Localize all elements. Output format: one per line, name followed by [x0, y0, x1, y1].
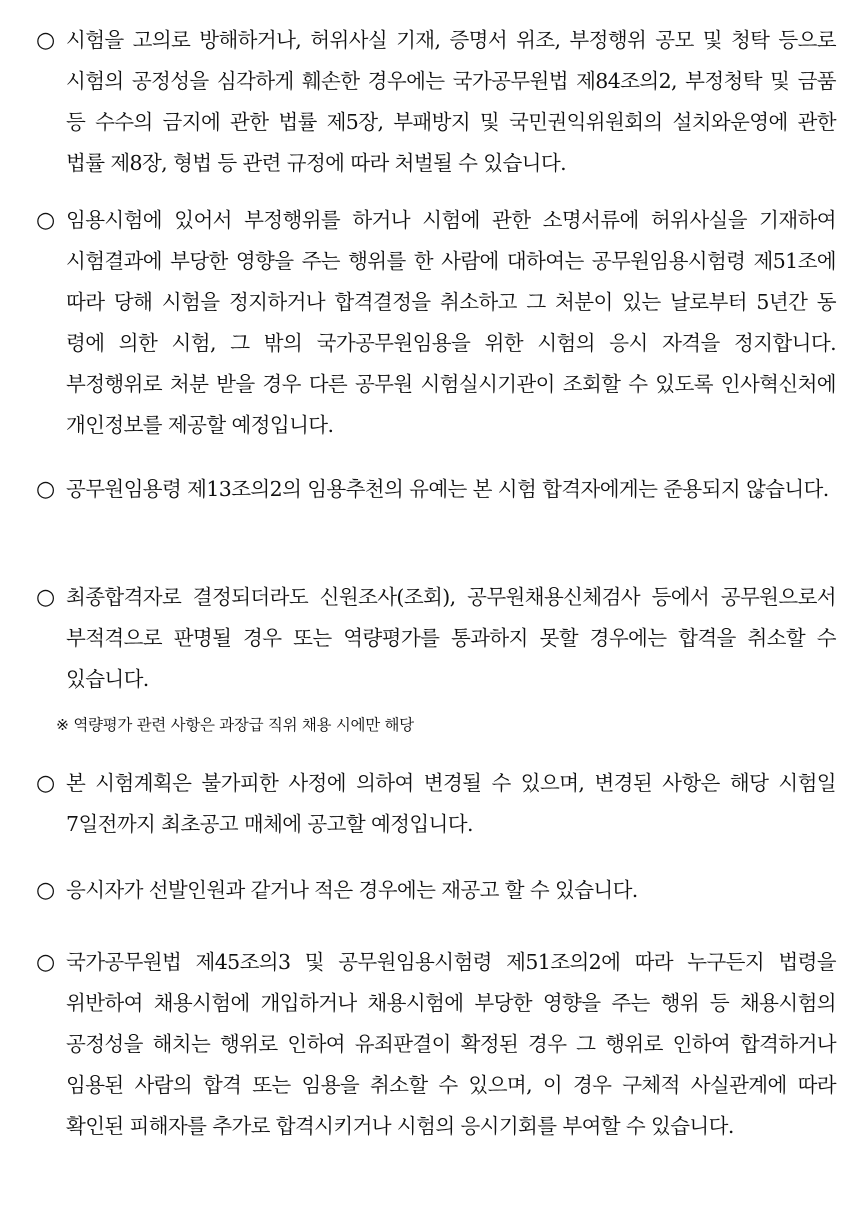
notice-item-1	[36, 20, 836, 184]
notice-text: 시험을 고의로 방해하거나, 허위사실 기재, 증명서 위조, 부정행위 공모 및 청탁 등으로 시험의 공정성을 심각하게 훼손한 경우에는 국가공무원법 제84조의2, 부정청탁 및 금품 등 수수의 금지에 관한 법률 제5장, 부패방지 및 국민권익위원회의 설치와운영에 관한 법률 제8장, 형법 등 관련 규정에 따라 처벌될 수 있습니다.	[66, 28, 836, 175]
notice-text: 임용시험에 있어서 부정행위를 하거나 시험에 관한 소명서류에 허위사실을 기재하여 시험결과에 부당한 영향을 주는 행위를 한 사람에 대하여는 공무원임용시험령 제51조에 따라 당해 시험을 정지하거나 합격결정을 취소하고 그 처분이 있는 날로부터 5년간 동 령에 의한 시험, 그 밖의 국가공무원임용을 위한 시험의 응시 자격을 정지합니다. 부정행위로 처분 받을 경우 다른 공무원 시험실시기관이 조회할 수 있도록 인사혁신처에 개인정보를 제공할 예정입니다.	[66, 208, 836, 437]
notice-text: 응시자가 선발인원과 같거나 적은 경우에는 재공고 할 수 있습니다.	[66, 878, 638, 902]
circle-bullet-icon: ○	[36, 585, 56, 610]
circle-bullet-icon: ○	[36, 28, 56, 53]
circle-bullet-icon: ○	[36, 878, 56, 903]
circle-bullet-icon: ○	[36, 950, 56, 975]
notice-item-3	[36, 469, 836, 510]
circle-bullet-icon: ○	[36, 477, 56, 502]
notice-text: 본 시험계획은 불가피한 사정에 의하여 변경될 수 있으며, 변경된 사항은 해당 시험일 7일전까지 최초공고 매체에 공고할 예정입니다.	[66, 771, 836, 836]
notice-item-2	[36, 200, 836, 446]
notice-text: 국가공무원법 제45조의3 및 공무원임용시험령 제51조의2에 따라 누구든지 법령을 위반하여 채용시험에 개입하거나 채용시험에 부당한 영향을 주는 행위 등 채용시험의 공정성을 해치는 행위로 인하여 유죄판결이 확정된 경우 그 행위로 인하여 합격하거나 임용된 사람의 합격 또는 임용을 취소할 수 있으며, 이 경우 구체적 사실관계에 따라 확인된 피해자를 추가로 합격시키거나 시험의 응시기회를 부여할 수 있습니다.	[66, 950, 836, 1138]
notice-item-6	[36, 870, 836, 911]
notice-item-4	[36, 577, 836, 700]
notice-item-5	[36, 763, 836, 845]
notice-item-7	[36, 942, 836, 1147]
circle-bullet-icon: ○	[36, 771, 56, 796]
notice-text: 공무원임용령 제13조의2의 임용추천의 유예는 본 시험 합격자에게는 준용되지 않습니다.	[66, 477, 829, 501]
notice-text: 최종합격자로 결정되더라도 신원조사(조회), 공무원채용신체검사 등에서 공무원으로서 부적격으로 판명될 경우 또는 역량평가를 통과하지 못할 경우에는 합격을 취소할 수 있습니다.	[66, 585, 836, 691]
circle-bullet-icon: ○	[36, 208, 56, 233]
footnote: ※ 역량평가 관련 사항은 과장급 직위 채용 시에만 해당	[56, 716, 414, 734]
